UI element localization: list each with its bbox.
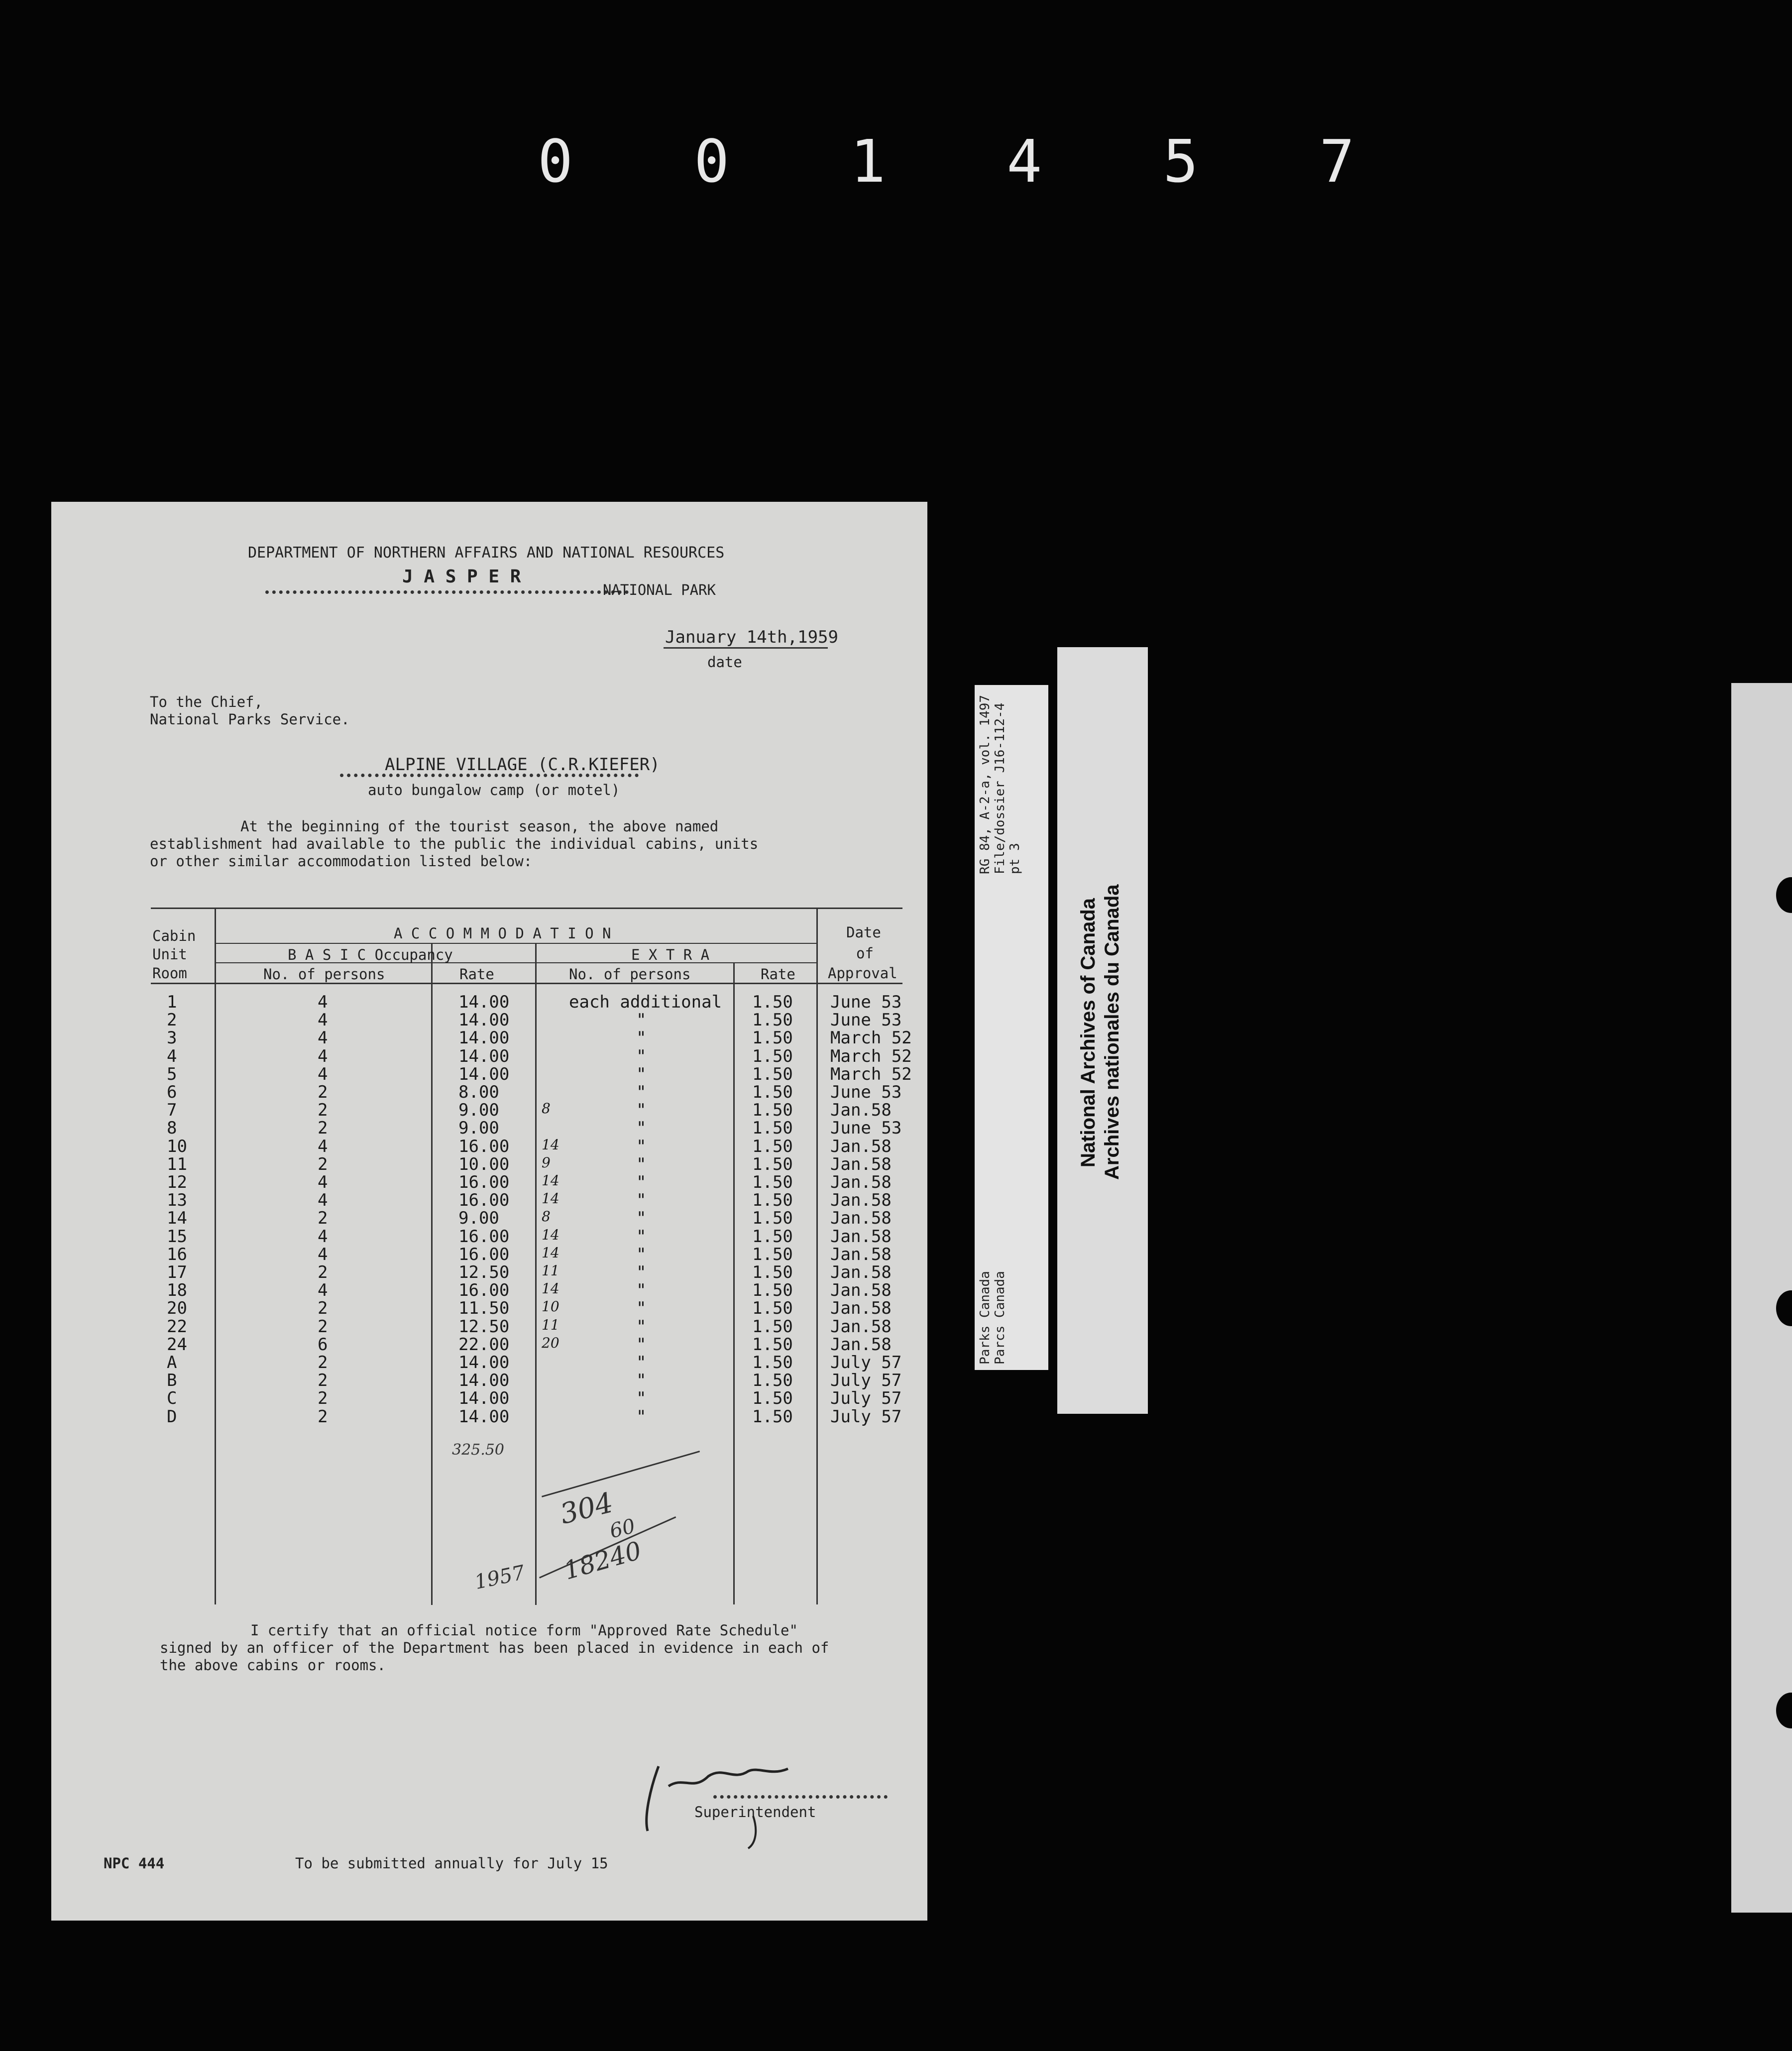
extra-cell: " [636, 1280, 647, 1301]
form-number: NPC 444 [104, 1855, 165, 1872]
persons-cell: 4 [318, 1226, 328, 1247]
extra-rate-cell: 1.50 [752, 1226, 793, 1247]
establishment-name: ALPINE VILLAGE (C.R.KIEFER) [385, 755, 660, 775]
table-row [51, 992, 927, 1010]
approval-cell: June 53 [830, 1082, 902, 1102]
table-row [51, 1010, 927, 1028]
table-row [51, 1137, 927, 1154]
archive-ref-line-1: RG 84, A-2-a, vol. 1497 [978, 694, 993, 874]
approval-cell: Jan.58 [830, 1334, 892, 1355]
persons-cell: 4 [318, 1028, 328, 1048]
extra-rate-cell: 1.50 [752, 992, 793, 1012]
table-row [51, 1280, 927, 1301]
table-row [51, 1046, 927, 1064]
rate-cell: 14.00 [458, 1010, 510, 1030]
rate-note-cell: 14 [542, 1172, 560, 1189]
table-row [51, 1388, 927, 1409]
persons-cell: 2 [318, 1353, 328, 1372]
cabin-cell: 2 [167, 1010, 177, 1030]
approval-cell: Jan.58 [830, 1316, 892, 1337]
persons-cell: 2 [318, 1298, 328, 1319]
cabin-cell: 11 [167, 1154, 187, 1174]
national-archives-label [1057, 647, 1148, 1414]
extra-rate-cell: 1.50 [752, 1406, 793, 1427]
letter-date: January 14th,1959 [665, 627, 838, 647]
persons-cell: 4 [318, 1010, 328, 1030]
persons-cell: 4 [318, 1064, 328, 1084]
national-archives-en: National Archives of Canada [1077, 898, 1099, 1167]
approval-cell: July 57 [830, 1388, 902, 1409]
extra-cell: each additional [569, 992, 722, 1012]
department-heading: DEPARTMENT OF NORTHERN AFFAIRS AND NATIONAL RESOURCES [248, 544, 725, 562]
addressee-line-1: To the Chief, [150, 693, 263, 710]
extra-rate-cell: 1.50 [752, 1370, 793, 1391]
col-date-2: of [856, 945, 874, 962]
approval-cell: Jan.58 [830, 1280, 892, 1301]
extra-cell: " [636, 1046, 647, 1066]
persons-cell: 2 [318, 1262, 328, 1282]
approval-cell: June 53 [830, 992, 902, 1012]
rate-note-cell: 8 [542, 1100, 551, 1117]
table-row [51, 1028, 927, 1046]
approval-cell: Jan.58 [830, 1226, 892, 1247]
document-sheet [51, 502, 927, 1921]
table-header-rule [151, 983, 902, 984]
table-row [51, 1245, 927, 1262]
cabin-cell: 18 [167, 1280, 187, 1301]
approval-cell: Jan.58 [830, 1208, 892, 1229]
cabin-cell: 6 [167, 1082, 177, 1102]
handwritten-year: 1957 [472, 1561, 527, 1595]
approval-cell: Jan.58 [830, 1172, 892, 1192]
extra-rate-cell: 1.50 [752, 1262, 793, 1282]
persons-cell: 4 [318, 992, 328, 1012]
cabin-cell: 7 [167, 1100, 177, 1121]
extra-cell: " [636, 1388, 647, 1409]
extra-rate-cell: 1.50 [752, 1388, 793, 1409]
signature-title: Superintendent [694, 1804, 816, 1821]
cabin-cell: 10 [167, 1136, 187, 1156]
rate-cell: 16.00 [458, 1136, 510, 1156]
rate-cell: 16.00 [458, 1172, 510, 1192]
extra-cell: " [636, 1136, 647, 1156]
approval-cell: June 53 [830, 1010, 902, 1030]
table-top-rule [151, 908, 902, 909]
certify-line-3: the above cabins or rooms. [160, 1657, 386, 1674]
rate-note-cell: 11 [542, 1316, 560, 1333]
approval-cell: Jan.58 [830, 1298, 892, 1319]
extra-rate-cell: 1.50 [752, 1118, 793, 1139]
col-cabin-3: Room [152, 965, 187, 982]
extra-rate-cell: 1.50 [752, 1064, 793, 1084]
cabin-cell: 5 [167, 1064, 177, 1084]
rate-note-cell: 14 [542, 1226, 560, 1243]
table-row [51, 1407, 927, 1425]
extra-rate-cell: 1.50 [752, 1010, 793, 1030]
rate-cell: 12.50 [458, 1316, 510, 1337]
rate-cell: 14.00 [458, 992, 510, 1012]
table-row [51, 1064, 927, 1082]
rate-cell: 14.00 [458, 1046, 510, 1066]
approval-cell: Jan.58 [830, 1262, 892, 1282]
col-cabin-1: Cabin [152, 927, 196, 944]
extra-cell: " [636, 1226, 647, 1247]
rate-cell: 11.50 [458, 1298, 510, 1319]
national-archives-fr: Archives nationales du Canada [1101, 884, 1123, 1180]
rate-cell: 12.50 [458, 1262, 510, 1282]
frame-number: 0 0 1 4 5 7 [538, 127, 1398, 196]
extra-cell: " [636, 1244, 647, 1264]
col-cabin-2: Unit [152, 946, 187, 963]
intro-line-3: or other similar accommodation listed below: [150, 853, 533, 870]
cabin-cell: 13 [167, 1190, 187, 1211]
cabin-cell: 24 [167, 1334, 187, 1355]
handwritten-calc-a: 304 [557, 1486, 617, 1531]
persons-cell: 4 [318, 1046, 328, 1066]
extra-cell: " [636, 1334, 647, 1355]
extra-cell: " [636, 1010, 647, 1030]
table-row [51, 1227, 927, 1245]
rate-cell: 14.00 [458, 1370, 510, 1391]
persons-cell: 2 [318, 1406, 328, 1427]
archive-ref-line-3: pt 3 [1008, 843, 1022, 874]
persons-cell: 4 [318, 1190, 328, 1211]
extra-rate-cell: 1.50 [752, 1100, 793, 1121]
addressee-line-2: National Parks Service. [150, 711, 350, 728]
persons-cell: 4 [318, 1244, 328, 1264]
extra-cell: " [636, 1028, 647, 1048]
cabin-cell: 1 [167, 992, 177, 1012]
extra-rate-cell: 1.50 [752, 1298, 793, 1319]
basic-persons-heading: No. of persons [263, 966, 385, 983]
cabin-cell: 17 [167, 1262, 187, 1282]
rate-cell: 14.00 [458, 1064, 510, 1084]
table-row [51, 1208, 927, 1229]
table-row [51, 1100, 927, 1121]
extra-rate-cell: 1.50 [752, 1316, 793, 1337]
approval-cell: March 52 [830, 1064, 912, 1084]
extra-rate-cell: 1.50 [752, 1208, 793, 1229]
table-row [51, 1335, 927, 1353]
cabin-cell: A [167, 1353, 177, 1372]
rate-note-cell: 8 [542, 1208, 551, 1225]
handwritten-calc-b: 60 [607, 1514, 638, 1543]
rate-note-cell: 11 [542, 1262, 560, 1279]
park-suffix: NATIONAL PARK [603, 581, 716, 598]
park-name: J A S P E R [402, 567, 521, 587]
col-date-1: Date [846, 924, 881, 941]
rate-cell: 9.00 [458, 1208, 499, 1229]
approval-cell: Jan.58 [830, 1136, 892, 1156]
cabin-cell: 4 [167, 1046, 177, 1066]
cabin-cell: B [167, 1370, 177, 1391]
rate-note-cell: 14 [542, 1190, 560, 1207]
approval-cell: July 57 [830, 1353, 902, 1372]
table-row [51, 1118, 927, 1139]
extra-cell: " [636, 1082, 647, 1102]
rate-cell: 22.00 [458, 1334, 510, 1355]
extra-cell: " [636, 1262, 647, 1282]
extra-rate-cell: 1.50 [752, 1244, 793, 1264]
extra-cell: " [636, 1064, 647, 1084]
persons-cell: 4 [318, 1136, 328, 1156]
extra-cell: " [636, 1190, 647, 1211]
table-row [51, 1353, 927, 1370]
rate-cell: 14.00 [458, 1388, 510, 1409]
extra-cell: " [636, 1353, 647, 1372]
extra-cell: " [636, 1370, 647, 1391]
archive-reference-label [975, 685, 1048, 1370]
rate-cell: 9.00 [458, 1118, 499, 1139]
table-row [51, 1190, 927, 1211]
establishment-dotted-line [340, 774, 639, 777]
cabin-cell: 8 [167, 1118, 177, 1139]
archive-ref-line-5: Parcs Canada [993, 1271, 1008, 1365]
extra-rate-cell: 1.50 [752, 1353, 793, 1372]
rate-cell: 16.00 [458, 1226, 510, 1247]
cabin-cell: 20 [167, 1298, 187, 1319]
extra-cell: " [636, 1100, 647, 1121]
extra-cell: " [636, 1316, 647, 1337]
extra-rate-cell: 1.50 [752, 1154, 793, 1174]
archive-ref-line-2: File/dossier J16-112-4 [993, 702, 1008, 874]
cabin-cell: D [167, 1406, 177, 1427]
rate-note-cell: 14 [542, 1244, 560, 1261]
intro-line-2: establishment had available to the public the individual cabins, units [150, 835, 759, 852]
signature-dotted-line [713, 1795, 888, 1799]
extra-cell: " [636, 1118, 647, 1139]
rate-cell: 14.00 [458, 1028, 510, 1048]
persons-cell: 2 [318, 1118, 328, 1139]
park-name-dotted-line [265, 590, 629, 594]
rate-note-cell: 14 [542, 1136, 560, 1153]
approval-cell: July 57 [830, 1406, 902, 1427]
rate-cell: 10.00 [458, 1154, 510, 1174]
handwritten-calc-c: 18240 [560, 1536, 645, 1586]
rate-cell: 9.00 [458, 1100, 499, 1121]
date-label: date [707, 654, 742, 671]
archive-ref-line-4: Parks Canada [978, 1271, 993, 1365]
persons-cell: 4 [318, 1172, 328, 1192]
extra-cell: " [636, 1154, 647, 1174]
cabin-cell: 15 [167, 1226, 187, 1247]
extra-rate-cell: 1.50 [752, 1190, 793, 1211]
col-date-3: Approval [828, 965, 897, 982]
rate-note-cell: 14 [542, 1280, 560, 1297]
cabin-cell: 16 [167, 1244, 187, 1264]
table-row [51, 1370, 927, 1391]
extra-cell: " [636, 1172, 647, 1192]
table-row [51, 1154, 927, 1172]
persons-cell: 2 [318, 1370, 328, 1391]
table-row [51, 1298, 927, 1319]
approval-cell: Jan.58 [830, 1190, 892, 1211]
persons-cell: 4 [318, 1280, 328, 1301]
table-rule-2 [216, 943, 818, 944]
table-row [51, 1082, 927, 1100]
extra-rate-cell: 1.50 [752, 1172, 793, 1192]
handwritten-total: 325.50 [452, 1441, 504, 1459]
certify-line-2: signed by an officer of the Department has been placed in evidence in each of [160, 1639, 829, 1656]
approval-cell: Jan.58 [830, 1100, 892, 1121]
intro-line-1: At the beginning of the tourist season, the above named [240, 818, 719, 835]
rate-note-cell: 10 [542, 1298, 560, 1315]
accommodation-heading: A C C O M M O D A T I O N [394, 925, 611, 942]
approval-cell: March 52 [830, 1046, 912, 1066]
approval-cell: Jan.58 [830, 1244, 892, 1264]
establishment-type: auto bungalow camp (or motel) [368, 782, 620, 798]
approval-cell: June 53 [830, 1118, 902, 1139]
extra-rate-heading: Rate [761, 966, 795, 983]
rate-cell: 14.00 [458, 1406, 510, 1427]
footer-note: To be submitted annually for July 15 [295, 1855, 608, 1872]
persons-cell: 2 [318, 1388, 328, 1409]
certify-line-1: I certify that an official notice form "Approved Rate Schedule" [250, 1622, 798, 1639]
approval-cell: July 57 [830, 1370, 902, 1391]
extra-cell: " [636, 1208, 647, 1229]
table-row [51, 1262, 927, 1280]
approval-cell: Jan.58 [830, 1154, 892, 1174]
handwritten-slash-1 [542, 1451, 700, 1497]
cabin-cell: 3 [167, 1028, 177, 1048]
extra-heading: E X T R A [631, 946, 710, 963]
cabin-cell: 14 [167, 1208, 187, 1229]
date-underline [664, 647, 828, 649]
extra-rate-cell: 1.50 [752, 1082, 793, 1102]
rate-note-cell: 20 [542, 1334, 560, 1351]
rate-cell: 16.00 [458, 1190, 510, 1211]
extra-rate-cell: 1.50 [752, 1046, 793, 1066]
extra-cell: " [636, 1298, 647, 1319]
approval-cell: March 52 [830, 1028, 912, 1048]
extra-rate-cell: 1.50 [752, 1280, 793, 1301]
cabin-cell: 22 [167, 1316, 187, 1337]
extra-cell: " [636, 1406, 647, 1427]
table-row [51, 1317, 927, 1335]
persons-cell: 2 [318, 1100, 328, 1121]
extra-persons-heading: No. of persons [569, 966, 691, 983]
basic-heading: B A S I C Occupancy [288, 946, 453, 963]
persons-cell: 6 [318, 1334, 328, 1355]
cabin-cell: 12 [167, 1172, 187, 1192]
rate-note-cell: 9 [542, 1154, 551, 1171]
rate-cell: 14.00 [458, 1353, 510, 1372]
rate-cell: 16.00 [458, 1280, 510, 1301]
extra-rate-cell: 1.50 [752, 1136, 793, 1156]
persons-cell: 2 [318, 1082, 328, 1102]
cabin-cell: C [167, 1388, 177, 1409]
rate-cell: 16.00 [458, 1244, 510, 1264]
basic-rate-heading: Rate [459, 966, 494, 983]
rate-cell: 8.00 [458, 1082, 499, 1102]
persons-cell: 2 [318, 1154, 328, 1174]
persons-cell: 2 [318, 1316, 328, 1337]
persons-cell: 2 [318, 1208, 328, 1229]
extra-rate-cell: 1.50 [752, 1028, 793, 1048]
table-row [51, 1172, 927, 1190]
extra-rate-cell: 1.50 [752, 1334, 793, 1355]
